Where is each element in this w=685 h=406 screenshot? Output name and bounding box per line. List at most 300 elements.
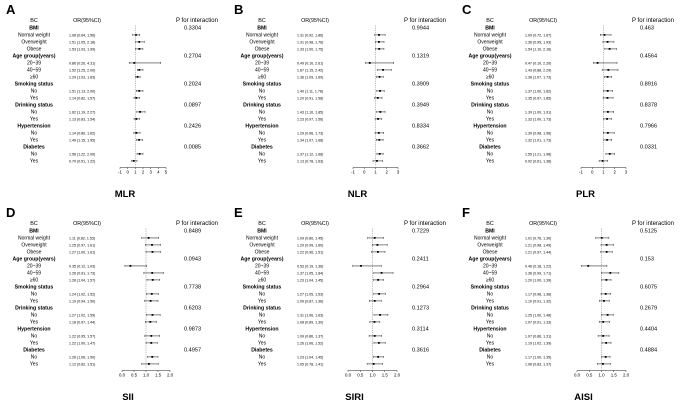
p-interaction-value: 0.2024	[184, 81, 202, 88]
or-point	[137, 76, 139, 78]
subgroup-label: Yes	[29, 158, 39, 165]
p-interaction-value: 0.0897	[184, 102, 202, 109]
p-interaction-value: 0.2426	[184, 123, 202, 130]
subgroup-label: 20~39	[482, 263, 498, 270]
or-ci-text: 1.19 (0.94, 1.50)	[69, 299, 96, 304]
subgroup-label: ≥60	[485, 74, 495, 81]
group-label: Smoking status	[470, 284, 510, 291]
p-interaction-value: 0.3949	[412, 102, 430, 109]
column-header-bc: BC	[486, 221, 494, 227]
subgroup-label: Normal weight	[18, 32, 50, 39]
subgroup-label: Obese	[482, 249, 498, 256]
x-tick-label: 1.0	[142, 372, 150, 378]
p-interaction-value: 0.5125	[640, 228, 658, 235]
group-label: Age group(years)	[12, 256, 56, 263]
column-header-or: OR(95%CI)	[73, 18, 101, 24]
x-tick-label: 0.0	[344, 372, 352, 378]
or-ci-text: 1.37 (1.05, 1.84)	[297, 271, 324, 276]
or-ci-text: 0.92 (0.61, 1.38)	[525, 159, 552, 164]
subgroup-label: 40~59	[482, 67, 498, 74]
or-point	[377, 118, 379, 120]
subgroup-label: No	[486, 333, 494, 340]
p-interaction-value: 0.6203	[184, 305, 202, 312]
or-ci-text: 0.86 (0.20, 4.31)	[69, 61, 96, 66]
or-ci-text: 1.54 (1.10, 2.16)	[525, 47, 552, 52]
subgroup-label: Yes	[29, 95, 39, 102]
or-ci-text: 1.20 (1.00, 1.39)	[525, 278, 552, 283]
or-ci-text: 0.79 (0.51, 1.22)	[69, 159, 96, 164]
or-ci-text: 1.37 (1.12, 1.68)	[297, 152, 324, 157]
or-ci-text: 1.06 (0.83, 1.37)	[525, 362, 552, 367]
p-interaction-value: 0.1319	[412, 53, 430, 60]
or-point	[139, 153, 141, 155]
subgroup-label: Overweight	[21, 39, 47, 46]
or-point	[138, 139, 140, 141]
or-ci-text: 1.36 (0.95, 1.93)	[525, 40, 552, 45]
or-point	[604, 34, 606, 36]
x-tick-label: 2.0	[166, 372, 174, 378]
or-ci-text: 1.27 (1.02, 1.59)	[69, 313, 96, 318]
or-ci-text: 1.22 (0.95, 1.57)	[69, 334, 96, 339]
or-point	[148, 363, 150, 365]
or-ci-text: 1.31 (0.92, 1.86)	[297, 33, 324, 38]
p-interaction-value: 0.3304	[184, 25, 202, 32]
column-header-or: OR(95%CI)	[301, 221, 329, 227]
column-header-bc: BC	[258, 221, 266, 227]
or-ci-text: 1.26 (1.06, 1.52)	[297, 341, 324, 346]
column-header-or: OR(95%CI)	[529, 18, 557, 24]
column-header-p: P for interaction	[404, 221, 446, 227]
column-header-bc: BC	[30, 18, 38, 24]
group-label: Age group(years)	[240, 256, 284, 263]
or-ci-text: 1.13 (0.78, 1.63)	[297, 159, 324, 164]
subgroup-label: No	[486, 354, 494, 361]
subgroup-label: Yes	[485, 95, 495, 102]
x-tick-label: 2	[385, 169, 388, 175]
or-ci-text: 1.29 (0.96, 1.73)	[297, 131, 324, 136]
or-ci-text: 1.28 (1.04, 1.57)	[69, 278, 96, 283]
or-ci-text: 1.20 (0.91, 1.58)	[297, 96, 324, 101]
subgroup-label: Obese	[482, 46, 498, 53]
or-point	[136, 97, 138, 99]
column-header-p: P for interaction	[176, 221, 218, 227]
or-ci-text: 1.13 (0.83, 1.54)	[69, 117, 96, 122]
subgroup-label: No	[30, 130, 38, 137]
group-label: Smoking status	[14, 81, 54, 88]
or-ci-text: 0.49 (0.10, 2.61)	[297, 61, 324, 66]
subgroup-label: No	[486, 88, 494, 95]
subgroup-label: Obese	[254, 249, 270, 256]
or-point	[374, 237, 376, 239]
p-interaction-value: 0.153	[640, 256, 654, 263]
or-ci-text: 1.07 (0.86, 1.31)	[525, 334, 552, 339]
column-header-or: OR(95%CI)	[529, 221, 557, 227]
x-tick-label: 0	[591, 169, 594, 175]
subgroup-label: No	[258, 151, 266, 158]
subgroup-label: Yes	[485, 319, 495, 326]
or-point	[607, 97, 609, 99]
group-label: BMI	[485, 228, 495, 235]
p-interaction-value: 0.3909	[412, 81, 430, 88]
or-ci-text: 1.19 (1.02, 1.39)	[525, 341, 552, 346]
panel-title: SIRI	[345, 392, 364, 403]
subgroup-label: Obese	[26, 249, 42, 256]
group-label: Age group(years)	[240, 53, 284, 60]
group-label: Age group(years)	[468, 53, 512, 60]
subgroup-label: No	[30, 88, 38, 95]
or-ci-text: 1.08 (0.64, 1.56)	[69, 33, 96, 38]
subgroup-label: No	[30, 312, 38, 319]
group-label: BMI	[257, 228, 267, 235]
or-ci-text: 1.37 (1.00, 1.82)	[525, 89, 552, 94]
column-header-p: P for interaction	[632, 18, 674, 24]
or-ci-text: 1.32 (1.01, 1.73)	[525, 138, 552, 143]
or-point	[602, 363, 604, 365]
subgroup-label: Yes	[485, 298, 495, 305]
x-tick-label: 1.5	[154, 372, 162, 378]
column-header-bc: BC	[30, 221, 38, 227]
p-interaction-value: 0.2704	[184, 53, 202, 60]
or-ci-text: 1.53 (1.03, 1.99)	[69, 47, 96, 52]
or-ci-text: 1.21 (0.97, 1.44)	[525, 250, 552, 255]
group-label: BMI	[29, 228, 39, 235]
subgroup-label: 40~59	[26, 67, 42, 74]
subgroup-label: Yes	[29, 137, 39, 144]
subgroup-label: Normal weight	[246, 235, 278, 242]
or-ci-text: 1.36 (1.07, 1.73)	[525, 75, 552, 80]
group-label: Hypertension	[245, 326, 279, 333]
p-interaction-value: 0.463	[640, 25, 654, 32]
or-point	[605, 342, 607, 344]
x-tick-label: -1	[579, 169, 583, 175]
or-ci-text: 1.09 (0.80, 1.45)	[297, 236, 324, 241]
or-ci-text: 1.49 (1.15, 1.95)	[69, 138, 96, 143]
panel-letter: A	[6, 2, 16, 17]
or-ci-text: 1.29 (1.03, 1.63)	[69, 75, 96, 80]
subgroup-label: Yes	[257, 116, 267, 123]
x-tick-label: 3	[396, 169, 400, 175]
x-tick-label: 4	[157, 169, 160, 175]
forest-plot-svg	[0, 203, 228, 406]
or-ci-text: 1.05 (0.78, 1.41)	[297, 362, 324, 367]
or-ci-text: 1.31 (1.06, 1.63)	[297, 313, 324, 318]
subgroup-label: Overweight	[477, 39, 503, 46]
group-label: Age group(years)	[12, 53, 56, 60]
x-tick-label: -1	[118, 169, 122, 175]
x-tick-label: 3	[624, 169, 628, 175]
or-point	[606, 139, 608, 141]
or-point	[378, 293, 380, 295]
or-point	[378, 34, 380, 36]
panel-title: PLR	[576, 189, 595, 200]
subgroup-label: 20~39	[254, 60, 270, 67]
x-tick-label: 1	[374, 169, 377, 175]
or-point	[607, 111, 609, 113]
x-tick-label: 1	[134, 169, 137, 175]
or-point	[151, 244, 153, 246]
subgroup-label: No	[258, 291, 266, 298]
or-ci-text: 0.35 (0.12, 1.03)	[69, 264, 96, 269]
or-ci-text: 0.53 (0.19, 1.36)	[297, 264, 324, 269]
subgroup-label: ≥60	[257, 74, 267, 81]
x-tick-label: 5	[164, 169, 168, 175]
subgroup-label: No	[486, 312, 494, 319]
group-label: Age group(years)	[468, 256, 512, 263]
or-point	[603, 300, 605, 302]
subgroup-label: No	[258, 333, 266, 340]
group-label: Hypertension	[473, 326, 507, 333]
subgroup-label: Yes	[29, 319, 39, 326]
subgroup-label: Yes	[257, 340, 267, 347]
subgroup-label: Normal weight	[474, 235, 506, 242]
or-point	[138, 69, 140, 71]
p-interaction-value: 0.4404	[640, 326, 658, 333]
forest-plot-svg	[228, 0, 456, 203]
or-point	[602, 160, 604, 162]
p-interaction-value: 0.9944	[412, 25, 430, 32]
or-point	[606, 118, 608, 120]
or-point	[373, 363, 375, 365]
p-interaction-value: 0.4957	[184, 347, 202, 354]
panel-b	[228, 0, 456, 203]
or-point	[607, 132, 609, 134]
group-label: Drinking status	[243, 305, 281, 312]
panel-title: NLR	[347, 189, 368, 200]
or-ci-text: 1.07 (0.91, 1.33)	[525, 320, 552, 325]
or-ci-text: 1.52 (1.25, 2.00)	[69, 68, 96, 73]
x-tick-label: 3	[149, 169, 152, 175]
p-interaction-value: 0.7229	[412, 228, 430, 235]
or-point	[377, 279, 379, 281]
or-point	[379, 153, 381, 155]
or-point	[609, 153, 611, 155]
group-label: Drinking status	[471, 305, 509, 312]
subgroup-label: Yes	[485, 158, 495, 165]
subgroup-label: No	[258, 109, 266, 116]
or-point	[138, 41, 140, 43]
or-point	[607, 314, 609, 316]
panel-letter: F	[462, 205, 470, 220]
or-point	[135, 118, 137, 120]
or-ci-text: 1.23 (1.04, 1.45)	[297, 278, 324, 283]
forest-plot-svg	[0, 0, 228, 203]
or-point	[379, 314, 381, 316]
or-point	[133, 160, 135, 162]
or-ci-text: 1.31 (0.98, 1.76)	[297, 40, 324, 45]
subgroup-label: 20~39	[254, 263, 270, 270]
p-interaction-value: 0.6075	[640, 284, 658, 291]
or-ci-text: 1.21 (0.98, 1.49)	[525, 243, 552, 248]
subgroup-label: Yes	[257, 95, 267, 102]
subgroup-label: Yes	[257, 158, 267, 165]
subgroup-label: 40~59	[254, 270, 270, 277]
subgroup-label: No	[486, 151, 494, 158]
or-ci-text: 1.26 (1.06, 1.50)	[69, 355, 96, 360]
panel-c	[456, 0, 684, 203]
subgroup-label: No	[258, 312, 266, 319]
p-interaction-value: 0.0085	[184, 144, 202, 151]
or-ci-text: 1.09 (0.86, 1.37)	[297, 334, 324, 339]
group-label: Hypertension	[17, 123, 51, 130]
subgroup-label: No	[258, 354, 266, 361]
or-ci-text: 1.67 (1.15, 2.42)	[297, 68, 324, 73]
subgroup-label: Yes	[257, 319, 267, 326]
or-point	[369, 62, 371, 64]
or-ci-text: 1.33 (1.00, 1.75)	[297, 47, 324, 52]
or-ci-text: 1.23 (1.04, 1.45)	[297, 355, 324, 360]
subgroup-label: 20~39	[26, 60, 42, 67]
or-ci-text: 1.43 (1.10, 1.85)	[297, 110, 324, 115]
subgroup-label: ≥60	[485, 277, 495, 284]
subgroup-label: Yes	[485, 361, 495, 368]
or-ci-text: 1.36 (1.09, 1.69)	[297, 75, 324, 80]
column-header-p: P for interaction	[176, 18, 218, 24]
or-point	[597, 62, 599, 64]
or-point	[587, 265, 589, 267]
or-point	[377, 97, 379, 99]
subgroup-label: No	[30, 354, 38, 361]
or-ci-text: 1.22 (1.00, 1.47)	[69, 341, 96, 346]
x-tick-label: 2	[613, 169, 616, 175]
or-point	[130, 265, 132, 267]
p-interaction-value: 0.2679	[640, 305, 658, 312]
or-ci-text: 1.26 (0.91, 1.73)	[69, 271, 96, 276]
or-point	[601, 237, 603, 239]
group-label: Diabetes	[251, 144, 273, 151]
subgroup-label: Normal weight	[474, 32, 506, 39]
or-point	[374, 321, 376, 323]
p-interaction-value: 0.7738	[184, 284, 202, 291]
or-ci-text: 1.22 (0.96, 1.51)	[297, 250, 324, 255]
x-tick-label: 1.5	[381, 372, 388, 378]
x-tick-label: 1.0	[369, 372, 376, 378]
p-interaction-value: 0.4884	[640, 347, 658, 354]
or-point	[150, 300, 152, 302]
or-ci-text: 1.27 (1.05, 1.53)	[297, 292, 324, 297]
or-point	[378, 132, 380, 134]
or-point	[379, 76, 381, 78]
subgroup-label: ≥60	[257, 277, 267, 284]
x-tick-label: 0.5	[586, 372, 593, 378]
or-point	[149, 321, 151, 323]
p-interaction-value: 0.8378	[640, 102, 658, 109]
or-ci-text: 1.51 (1.05, 2.18)	[69, 40, 96, 45]
or-ci-text: 1.14 (0.82, 1.57)	[69, 96, 96, 101]
x-tick-label: 0	[126, 169, 129, 175]
subgroup-label: Yes	[29, 340, 39, 347]
panel-letter: C	[462, 2, 472, 17]
or-ci-text: 1.35 (0.97, 1.85)	[525, 96, 552, 101]
panel-e	[228, 203, 456, 406]
group-label: Diabetes	[23, 144, 45, 151]
x-tick-label: 0.0	[573, 372, 581, 378]
or-point	[606, 279, 608, 281]
subgroup-label: Overweight	[477, 242, 503, 249]
subgroup-label: Yes	[29, 361, 39, 368]
or-ci-text: 1.17 (1.00, 1.35)	[525, 355, 552, 360]
or-point	[605, 293, 607, 295]
or-point	[150, 342, 152, 344]
or-point	[606, 244, 608, 246]
x-tick-label: 2	[141, 169, 145, 175]
x-tick-label: 0.5	[357, 372, 364, 378]
x-tick-label: 1.0	[598, 372, 605, 378]
panel-title: SII	[122, 392, 134, 403]
or-point	[607, 90, 609, 92]
p-interaction-value: 0.2411	[412, 256, 429, 263]
subgroup-label: No	[486, 109, 494, 116]
or-point	[136, 132, 138, 134]
x-tick-label: 1.5	[610, 372, 617, 378]
or-ci-text: 1.62 (1.19, 2.27)	[69, 110, 96, 115]
p-interaction-value: 0.1273	[412, 305, 430, 312]
p-interaction-value: 0.0943	[184, 256, 202, 263]
or-point	[377, 251, 379, 253]
subgroup-label: No	[486, 130, 494, 137]
or-point	[360, 265, 362, 267]
subgroup-label: No	[258, 88, 266, 95]
or-ci-text: 1.24 (1.02, 1.52)	[69, 292, 96, 297]
or-ci-text: 1.14 (0.80, 1.62)	[69, 131, 96, 136]
subgroup-label: Yes	[257, 361, 267, 368]
column-header-p: P for interaction	[632, 221, 674, 227]
group-label: Smoking status	[470, 81, 510, 88]
forest-plot-svg	[456, 203, 684, 406]
subgroup-label: Yes	[29, 116, 39, 123]
or-ci-text: 1.36 (0.99, 1.71)	[525, 271, 552, 276]
or-ci-text: 1.18 (0.97, 1.44)	[69, 320, 96, 325]
group-label: Drinking status	[243, 102, 281, 109]
group-label: BMI	[29, 25, 39, 32]
group-label: Drinking status	[15, 305, 53, 312]
or-point	[602, 335, 604, 337]
subgroup-label: Overweight	[249, 242, 275, 249]
or-point	[374, 335, 376, 337]
or-ci-text: 1.25 (1.00, 1.48)	[525, 313, 552, 318]
or-ci-text: 1.20 (0.99, 1.60)	[297, 243, 324, 248]
forest-plot-svg	[228, 203, 456, 406]
subgroup-label: 20~39	[26, 263, 42, 270]
subgroup-label: Obese	[26, 46, 42, 53]
subgroup-label: 40~59	[254, 67, 270, 74]
or-ci-text: 0.47 (0.10, 2.20)	[525, 61, 552, 66]
group-label: Drinking status	[471, 102, 509, 109]
x-tick-label: 0	[363, 169, 366, 175]
or-point	[152, 251, 154, 253]
subgroup-label: Yes	[485, 340, 495, 347]
or-point	[602, 321, 604, 323]
column-header-bc: BC	[486, 18, 494, 24]
p-interaction-value: 0.3616	[412, 347, 430, 354]
or-ci-text: 1.40 (1.11, 1.78)	[297, 89, 324, 94]
x-tick-label: -1	[351, 169, 355, 175]
or-point	[607, 41, 609, 43]
or-point	[151, 356, 153, 358]
or-ci-text: 1.27 (1.00, 1.61)	[69, 250, 96, 255]
subgroup-label: Normal weight	[18, 235, 50, 242]
panel-f	[456, 203, 684, 406]
subgroup-label: Yes	[485, 137, 495, 144]
or-point	[606, 251, 608, 253]
subgroup-label: No	[258, 130, 266, 137]
p-interaction-value: 0.8334	[412, 123, 430, 130]
or-ci-text: 1.12 (0.82, 1.51)	[69, 362, 96, 367]
or-point	[148, 237, 150, 239]
subgroup-label: No	[30, 151, 38, 158]
forest-plot-svg	[456, 0, 684, 203]
or-point	[609, 272, 611, 274]
group-label: Hypertension	[17, 326, 51, 333]
